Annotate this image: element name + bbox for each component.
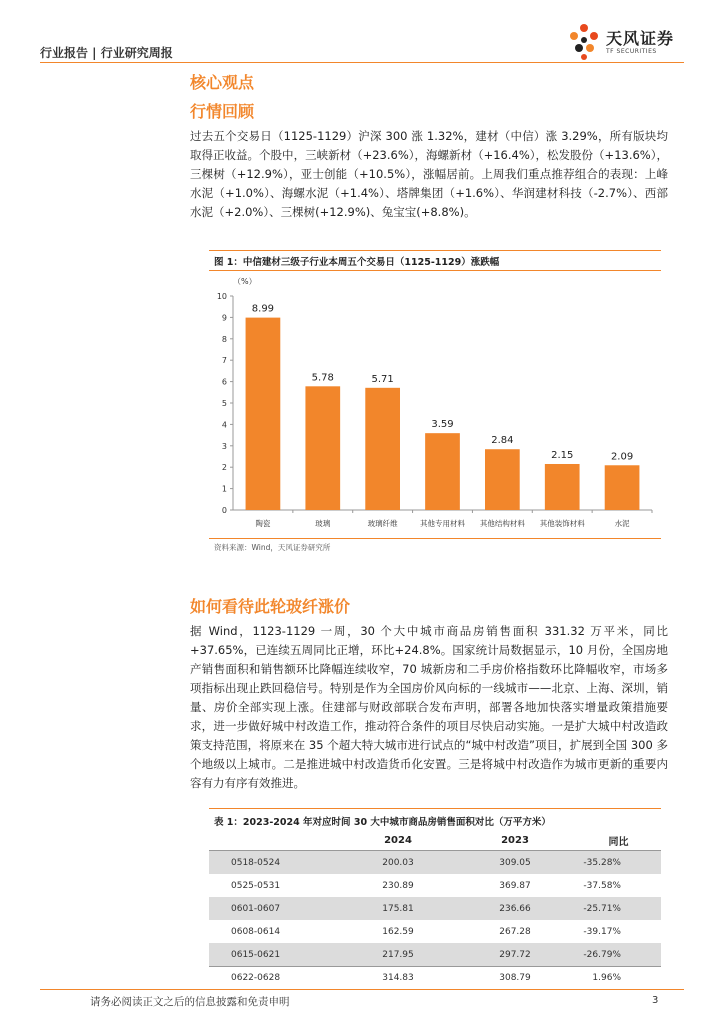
table-cell: 369.87	[499, 880, 531, 891]
core-view-heading: 核心观点	[190, 73, 255, 92]
table-row	[209, 897, 661, 920]
table-cell: 217.95	[342, 943, 454, 966]
x-category-label: 其他专用材料	[420, 519, 465, 528]
footer-divider	[40, 989, 684, 990]
chart-bar	[425, 433, 460, 510]
table-cell: 0608-0614	[231, 926, 281, 937]
table-cell: 267.28	[499, 926, 531, 937]
table-cell: 308.79	[499, 972, 531, 983]
table-cell: 0525-0531	[231, 880, 281, 891]
x-category-label: 玻璃纤维	[367, 519, 398, 528]
table-cell: -35.28%	[576, 851, 661, 875]
figure-bottom-rule	[209, 538, 661, 539]
y-tick-label: 10	[216, 292, 227, 301]
table-cell: 162.59	[382, 926, 414, 937]
bar-value-label: 3.59	[431, 419, 454, 431]
company-logo	[566, 22, 686, 62]
chart-bar	[365, 388, 400, 510]
table-cell: 0622-0628	[231, 972, 281, 983]
market-review-heading: 行情回顾	[190, 102, 255, 121]
chart-bar	[246, 318, 281, 510]
y-tick-label: 1	[221, 484, 227, 494]
table-cell: 236.66	[454, 897, 576, 920]
review-text: 过去五个交易日（1125-1129）沪深 300 涨 1.32%，建材（中信）涨 3.29%，所有版块均取得正收益。个股中，三峡新材（+23.6%），海螺新材（+16.4%），松发股份（+13.6%），三棵树（+12.9%），亚士创能（+10.5%），涨幅居前。上周我们重点推荐组合的表现：上峰水泥（+1.0%）、海螺水泥（+1.4%）、塔牌集团（+1.6%）、华润建材科技（-2.7%）、西部水泥（+2.0%）、三棵树(+12.9%)、兔宝宝(+8.8%)。	[190, 129, 668, 219]
table-header-cell: 2024	[342, 830, 454, 851]
glass-fiber-text: 据 Wind，1123-1129 一周，30 个大中城市商品房销售面积 331.32 万平米，同比+37.65%，已连续五周同比正增，环比+24.8%。国家统计局数据显示，10 月份，全国房地产销售面积和销售额环比降幅连续收窄，70 城新房和二手房价格指数环比降幅收窄，市场多项指标出现止跌回稳信号。特别是作为全国房价风向标的一线城市——北京、上海、深圳，销量、房价全部实现上涨。住建部与财政部联合发布声明，部署各地加快落实增量政策措施要求，进一步做好城中村改造工作，推动符合条件的项目尽快启动实施。一是扩大城中村改造政策支持范围，将原来在 35 个超大特大城市进行试点的“城中村改造”项目，扩展到全国 300 多个地级以上城市。二是推进城中村改造货币化安置。三是将城中村改造作为城市更新的重要内容有力有序有效推进。	[190, 624, 668, 790]
chart-bar	[485, 449, 520, 510]
table-cell: -39.17%	[583, 926, 621, 937]
glass-fiber-paragraph	[190, 622, 668, 793]
x-category-label: 陶瓷	[255, 519, 271, 528]
page-number: 3	[652, 995, 659, 1006]
figure-title: 图 1：中信建材三级子行业本周五个交易日（1125-1129）涨跌幅	[214, 257, 500, 268]
y-tick-label: 8	[221, 334, 227, 344]
y-tick-label: 6	[221, 377, 227, 387]
footer-disclaimer: 请务必阅读正文之后的信息披露和免责申明	[90, 996, 290, 1008]
figure-title-rule	[209, 270, 661, 271]
review-paragraph	[190, 127, 668, 222]
bar-value-label: 8.99	[251, 303, 275, 315]
table-cell: 175.81	[342, 897, 454, 920]
bar-chart	[200, 272, 660, 536]
table-row	[209, 920, 661, 943]
table-cell: 0601-0607	[209, 897, 342, 920]
glass-fiber-heading: 如何看待此轮玻纤涨价	[190, 597, 351, 616]
figure-source: 资料来源：Wind，天风证券研究所	[214, 543, 331, 552]
table-header-cell: 2023	[454, 830, 576, 851]
report-type: 行业报告 | 行业研究周报	[40, 46, 173, 60]
table-cell: 230.89	[382, 880, 414, 891]
x-category-label: 其他结构材料	[479, 519, 525, 528]
logo-text: 天风证券	[606, 29, 675, 48]
bar-value-label: 5.78	[311, 372, 334, 384]
y-tick-label: 2	[221, 463, 227, 473]
table-header-row	[209, 830, 661, 851]
y-tick-label: 0	[221, 506, 227, 515]
bar-value-label: 2.84	[491, 435, 514, 447]
table-cell: 200.03	[342, 851, 454, 875]
table-cell: 297.72	[454, 943, 576, 966]
x-category-label: 其他装饰材料	[539, 519, 585, 528]
bar-value-label: 2.15	[551, 449, 574, 461]
table-row	[209, 943, 661, 966]
table-row	[209, 966, 661, 989]
table-cell: 309.05	[454, 851, 576, 875]
table-cell: -25.71%	[576, 897, 661, 920]
logo-subtext: TF SECURITIES	[606, 48, 657, 55]
table-header-cell	[209, 830, 342, 851]
table-cell: 0518-0524	[209, 851, 342, 875]
y-tick-label: 5	[221, 399, 227, 408]
y-tick-label: 7	[221, 356, 227, 366]
y-tick-label: 4	[221, 420, 227, 430]
x-category-label: 玻璃	[315, 519, 331, 528]
y-tick-label: 9	[221, 313, 227, 323]
bar-value-label: 5.71	[371, 373, 394, 385]
bar-value-label: 2.09	[610, 451, 634, 463]
table-row	[209, 874, 661, 897]
chart-bar	[545, 464, 580, 510]
x-category-label: 水泥	[614, 519, 630, 528]
table-cell: -37.58%	[583, 880, 621, 891]
y-tick-label: 3	[221, 441, 227, 451]
table-bottom-rule	[209, 966, 661, 967]
table-cell: 0615-0621	[209, 943, 342, 966]
table-top-rule	[209, 808, 661, 809]
table-cell: -26.79%	[576, 943, 661, 966]
table-cell: 1.96%	[592, 972, 621, 983]
table-row	[209, 851, 661, 875]
table-cell: 314.83	[382, 972, 414, 983]
y-axis-unit-label: （%）	[233, 277, 257, 286]
table-title: 表 1：2023-2024 年对应时间 30 大中城市商品房销售面积对比（万平方米）	[214, 817, 551, 828]
header-divider	[40, 62, 684, 63]
chart-bar	[605, 465, 640, 510]
logo-mark-icon	[566, 22, 602, 62]
table-header-cell: 同比	[576, 830, 661, 851]
figure-top-rule	[209, 250, 661, 251]
chart-bar	[305, 386, 340, 510]
